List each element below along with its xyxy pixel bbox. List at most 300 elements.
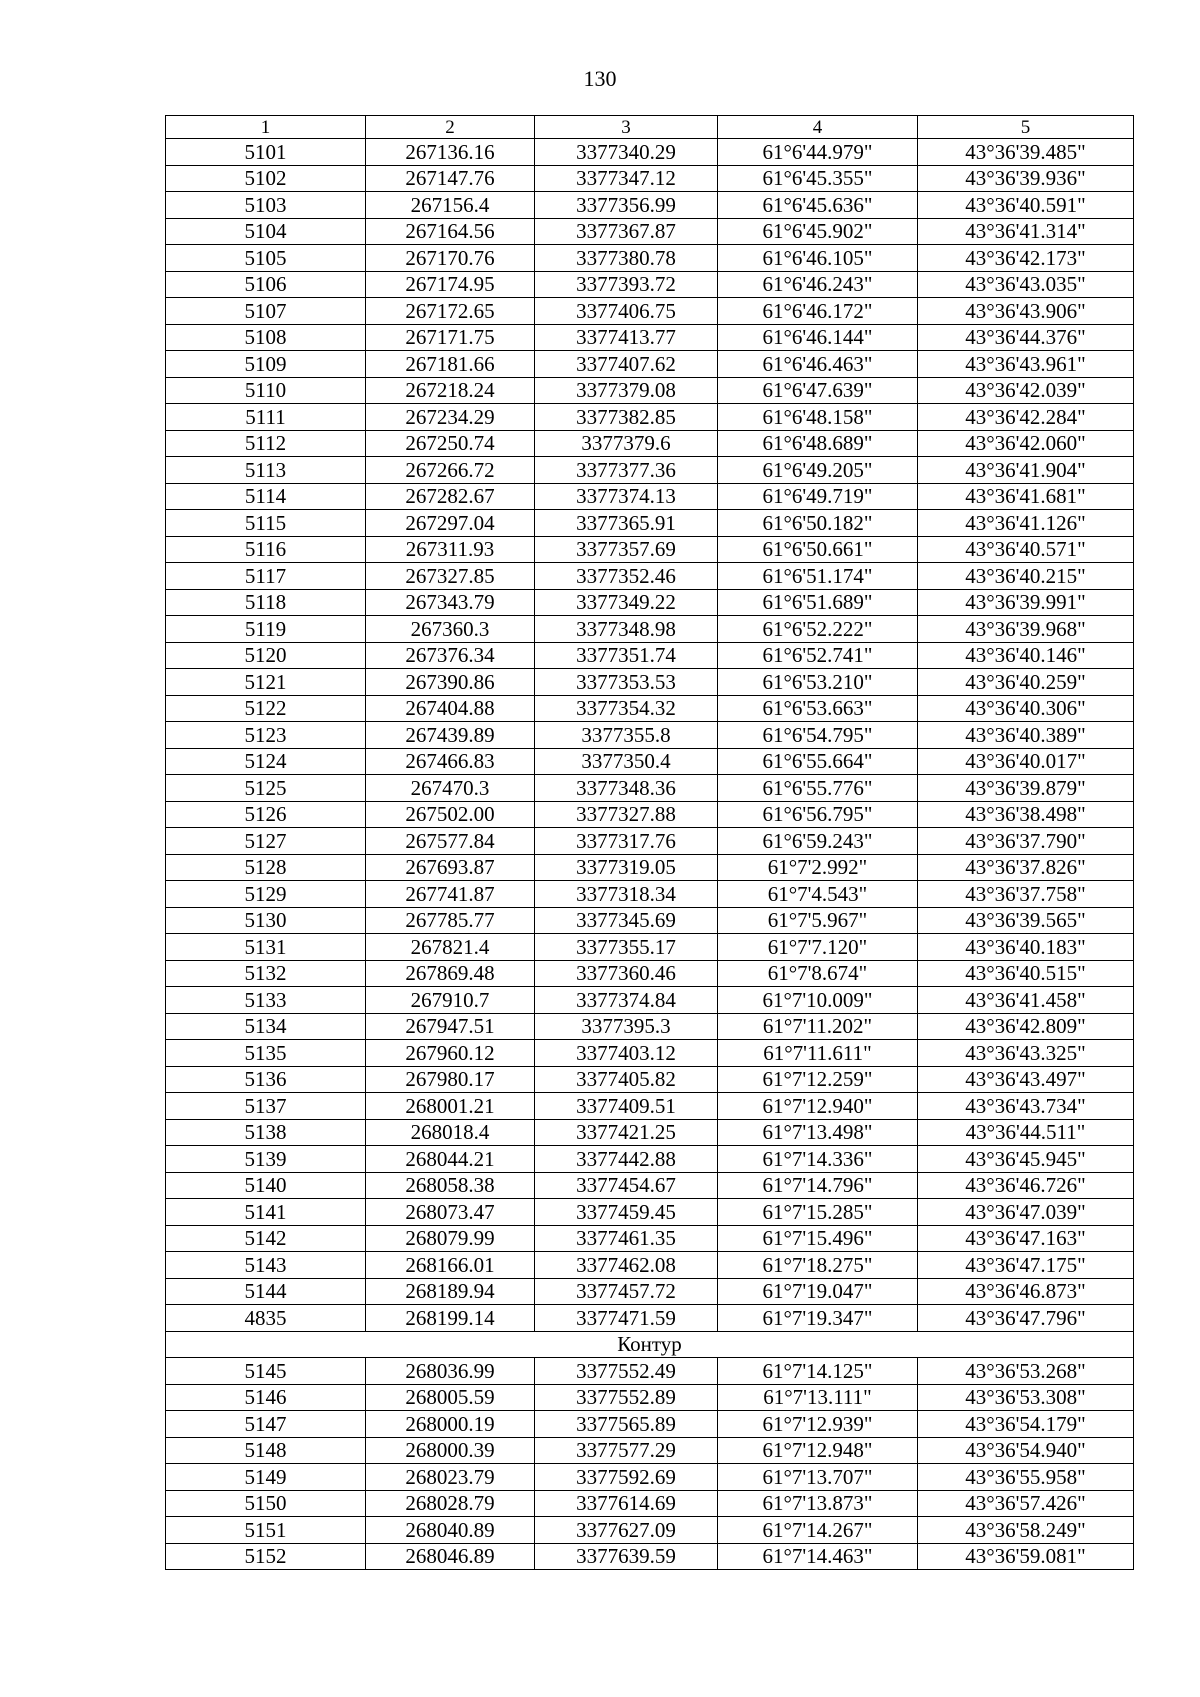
table-cell: 43°36'39.968" bbox=[918, 616, 1134, 643]
table-cell: 5125 bbox=[166, 775, 366, 802]
table-row bbox=[166, 218, 1134, 245]
table-cell: 5104 bbox=[166, 218, 366, 245]
table-row bbox=[166, 377, 1134, 404]
table-cell: 43°36'44.376" bbox=[918, 324, 1134, 351]
table-cell: 5148 bbox=[166, 1437, 366, 1464]
table-cell: 43°36'43.497" bbox=[918, 1066, 1134, 1093]
table-cell: 43°36'40.017" bbox=[918, 748, 1134, 775]
table-cell: 61°6'46.463" bbox=[718, 351, 918, 378]
table-cell: 3377348.36 bbox=[535, 775, 718, 802]
table-header-row bbox=[166, 116, 1134, 139]
table-cell: 5110 bbox=[166, 377, 366, 404]
table-cell: 5145 bbox=[166, 1358, 366, 1385]
table-cell: 268000.19 bbox=[366, 1411, 535, 1438]
table-cell: 268166.01 bbox=[366, 1252, 535, 1279]
table-row bbox=[166, 563, 1134, 590]
table-row bbox=[166, 510, 1134, 537]
table-cell: 43°36'40.306" bbox=[918, 695, 1134, 722]
column-header: 2 bbox=[366, 116, 535, 139]
table-cell: 3377353.53 bbox=[535, 669, 718, 696]
table-row bbox=[166, 1225, 1134, 1252]
table-row bbox=[166, 589, 1134, 616]
table-cell: 5111 bbox=[166, 404, 366, 431]
table-cell: 5140 bbox=[166, 1172, 366, 1199]
table-cell: 43°36'40.259" bbox=[918, 669, 1134, 696]
table-row bbox=[166, 1066, 1134, 1093]
table-cell: 61°7'14.267" bbox=[718, 1517, 918, 1544]
table-cell: 43°36'55.958" bbox=[918, 1464, 1134, 1491]
table-cell: 61°7'15.285" bbox=[718, 1199, 918, 1226]
table-cell: 61°6'48.158" bbox=[718, 404, 918, 431]
table-cell: 43°36'43.325" bbox=[918, 1040, 1134, 1067]
table-cell: 5143 bbox=[166, 1252, 366, 1279]
table-cell: 5109 bbox=[166, 351, 366, 378]
table-cell: 43°36'43.734" bbox=[918, 1093, 1134, 1120]
coordinates-table bbox=[165, 115, 1134, 1570]
section-label: Контур bbox=[166, 1331, 1134, 1358]
table-cell: 43°36'42.284" bbox=[918, 404, 1134, 431]
table-cell: 43°36'54.940" bbox=[918, 1437, 1134, 1464]
table-body bbox=[166, 139, 1134, 1570]
table-row bbox=[166, 1437, 1134, 1464]
table-cell: 267741.87 bbox=[366, 881, 535, 908]
table-cell: 3377403.12 bbox=[535, 1040, 718, 1067]
table-cell: 61°7'12.948" bbox=[718, 1437, 918, 1464]
table-row bbox=[166, 616, 1134, 643]
column-header: 5 bbox=[918, 116, 1134, 139]
table-cell: 267343.79 bbox=[366, 589, 535, 616]
table-cell: 3377317.76 bbox=[535, 828, 718, 855]
table-cell: 3377347.12 bbox=[535, 165, 718, 192]
table-cell: 43°36'58.249" bbox=[918, 1517, 1134, 1544]
table-cell: 61°7'4.543" bbox=[718, 881, 918, 908]
table-row bbox=[166, 1093, 1134, 1120]
table-cell: 267147.76 bbox=[366, 165, 535, 192]
table-row bbox=[166, 457, 1134, 484]
table-cell: 5151 bbox=[166, 1517, 366, 1544]
table-cell: 3377318.34 bbox=[535, 881, 718, 908]
table-cell: 43°36'41.126" bbox=[918, 510, 1134, 537]
table-cell: 267174.95 bbox=[366, 271, 535, 298]
table-row bbox=[166, 907, 1134, 934]
table-cell: 267218.24 bbox=[366, 377, 535, 404]
table-cell: 267250.74 bbox=[366, 430, 535, 457]
table-cell: 61°7'11.611" bbox=[718, 1040, 918, 1067]
table-cell: 3377367.87 bbox=[535, 218, 718, 245]
table-cell: 43°36'47.175" bbox=[918, 1252, 1134, 1279]
table-cell: 267282.67 bbox=[366, 483, 535, 510]
table-cell: 267311.93 bbox=[366, 536, 535, 563]
table-cell: 43°36'57.426" bbox=[918, 1490, 1134, 1517]
column-header: 4 bbox=[718, 116, 918, 139]
table-cell: 61°6'51.689" bbox=[718, 589, 918, 616]
table-row bbox=[166, 139, 1134, 166]
table-cell: 267960.12 bbox=[366, 1040, 535, 1067]
table-cell: 61°7'13.707" bbox=[718, 1464, 918, 1491]
table-cell: 268023.79 bbox=[366, 1464, 535, 1491]
table-cell: 268001.21 bbox=[366, 1093, 535, 1120]
table-cell: 268036.99 bbox=[366, 1358, 535, 1385]
table-cell: 268046.89 bbox=[366, 1543, 535, 1570]
table-cell: 3377395.3 bbox=[535, 1013, 718, 1040]
section-row bbox=[166, 1331, 1134, 1358]
table-row bbox=[166, 1119, 1134, 1146]
table-cell: 5149 bbox=[166, 1464, 366, 1491]
table-row bbox=[166, 536, 1134, 563]
table-cell: 3377357.69 bbox=[535, 536, 718, 563]
table-cell: 43°36'42.039" bbox=[918, 377, 1134, 404]
table-cell: 3377627.09 bbox=[535, 1517, 718, 1544]
table-cell: 3377413.77 bbox=[535, 324, 718, 351]
table-cell: 61°6'50.182" bbox=[718, 510, 918, 537]
table-cell: 61°6'55.776" bbox=[718, 775, 918, 802]
table-cell: 267390.86 bbox=[366, 669, 535, 696]
table-cell: 5144 bbox=[166, 1278, 366, 1305]
table-row bbox=[166, 1278, 1134, 1305]
table-cell: 61°7'12.259" bbox=[718, 1066, 918, 1093]
table-row bbox=[166, 828, 1134, 855]
table-cell: 3377355.8 bbox=[535, 722, 718, 749]
table-cell: 3377319.05 bbox=[535, 854, 718, 881]
table-cell: 5129 bbox=[166, 881, 366, 908]
table-cell: 267164.56 bbox=[366, 218, 535, 245]
table-cell: 3377461.35 bbox=[535, 1225, 718, 1252]
table-cell: 5136 bbox=[166, 1066, 366, 1093]
table-row bbox=[166, 1358, 1134, 1385]
table-cell: 3377406.75 bbox=[535, 298, 718, 325]
table-row bbox=[166, 245, 1134, 272]
table-cell: 5107 bbox=[166, 298, 366, 325]
table-cell: 3377377.36 bbox=[535, 457, 718, 484]
table-cell: 43°36'40.215" bbox=[918, 563, 1134, 590]
table-cell: 5150 bbox=[166, 1490, 366, 1517]
table-cell: 5142 bbox=[166, 1225, 366, 1252]
table-cell: 5134 bbox=[166, 1013, 366, 1040]
table-row bbox=[166, 1199, 1134, 1226]
table-cell: 267360.3 bbox=[366, 616, 535, 643]
table-cell: 61°7'15.496" bbox=[718, 1225, 918, 1252]
table-cell: 267170.76 bbox=[366, 245, 535, 272]
table-cell: 43°36'40.146" bbox=[918, 642, 1134, 669]
table-cell: 43°36'40.571" bbox=[918, 536, 1134, 563]
table-cell: 5108 bbox=[166, 324, 366, 351]
table-cell: 5137 bbox=[166, 1093, 366, 1120]
table-cell: 43°36'39.565" bbox=[918, 907, 1134, 934]
table-row bbox=[166, 1172, 1134, 1199]
table-cell: 267439.89 bbox=[366, 722, 535, 749]
table-cell: 61°6'48.689" bbox=[718, 430, 918, 457]
table-cell: 267577.84 bbox=[366, 828, 535, 855]
table-cell: 267181.66 bbox=[366, 351, 535, 378]
table-cell: 43°36'53.308" bbox=[918, 1384, 1134, 1411]
table-cell: 43°36'40.515" bbox=[918, 960, 1134, 987]
table-cell: 267470.3 bbox=[366, 775, 535, 802]
table-cell: 61°6'45.355" bbox=[718, 165, 918, 192]
table-cell: 61°7'14.125" bbox=[718, 1358, 918, 1385]
table-row bbox=[166, 1252, 1134, 1279]
table-cell: 3377351.74 bbox=[535, 642, 718, 669]
table-cell: 5117 bbox=[166, 563, 366, 590]
table-cell: 61°7'18.275" bbox=[718, 1252, 918, 1279]
table-cell: 267404.88 bbox=[366, 695, 535, 722]
table-cell: 5146 bbox=[166, 1384, 366, 1411]
table-cell: 61°6'56.795" bbox=[718, 801, 918, 828]
table-cell: 3377639.59 bbox=[535, 1543, 718, 1570]
table-cell: 3377552.49 bbox=[535, 1358, 718, 1385]
table-cell: 43°36'44.511" bbox=[918, 1119, 1134, 1146]
table-cell: 5123 bbox=[166, 722, 366, 749]
table-cell: 3377592.69 bbox=[535, 1464, 718, 1491]
table-cell: 268018.4 bbox=[366, 1119, 535, 1146]
table-cell: 61°6'53.210" bbox=[718, 669, 918, 696]
table-cell: 43°36'40.389" bbox=[918, 722, 1134, 749]
table-cell: 43°36'47.163" bbox=[918, 1225, 1134, 1252]
table-cell: 5102 bbox=[166, 165, 366, 192]
table-cell: 267266.72 bbox=[366, 457, 535, 484]
table-cell: 5105 bbox=[166, 245, 366, 272]
table-cell: 268189.94 bbox=[366, 1278, 535, 1305]
table-cell: 43°36'46.726" bbox=[918, 1172, 1134, 1199]
table-cell: 3377471.59 bbox=[535, 1305, 718, 1332]
table-cell: 3377393.72 bbox=[535, 271, 718, 298]
table-cell: 61°6'52.741" bbox=[718, 642, 918, 669]
table-cell: 3377457.72 bbox=[535, 1278, 718, 1305]
table-row bbox=[166, 934, 1134, 961]
table-cell: 268079.99 bbox=[366, 1225, 535, 1252]
column-header: 3 bbox=[535, 116, 718, 139]
table-cell: 5128 bbox=[166, 854, 366, 881]
table-cell: 3377442.88 bbox=[535, 1146, 718, 1173]
table-cell: 43°36'59.081" bbox=[918, 1543, 1134, 1570]
table-cell: 43°36'41.314" bbox=[918, 218, 1134, 245]
table-row bbox=[166, 642, 1134, 669]
table-cell: 43°36'37.758" bbox=[918, 881, 1134, 908]
table-cell: 5152 bbox=[166, 1543, 366, 1570]
table-cell: 61°6'45.636" bbox=[718, 192, 918, 219]
table-cell: 5120 bbox=[166, 642, 366, 669]
table-cell: 5138 bbox=[166, 1119, 366, 1146]
table-cell: 3377350.4 bbox=[535, 748, 718, 775]
table-row bbox=[166, 1464, 1134, 1491]
table-cell: 43°36'43.035" bbox=[918, 271, 1134, 298]
table-cell: 61°7'13.498" bbox=[718, 1119, 918, 1146]
table-cell: 61°6'55.664" bbox=[718, 748, 918, 775]
table-cell: 5147 bbox=[166, 1411, 366, 1438]
table-cell: 43°36'42.173" bbox=[918, 245, 1134, 272]
table-cell: 43°36'47.039" bbox=[918, 1199, 1134, 1226]
table-cell: 267785.77 bbox=[366, 907, 535, 934]
table-cell: 267980.17 bbox=[366, 1066, 535, 1093]
table-row bbox=[166, 351, 1134, 378]
table-cell: 61°6'51.174" bbox=[718, 563, 918, 590]
table-row bbox=[166, 483, 1134, 510]
table-cell: 268005.59 bbox=[366, 1384, 535, 1411]
table-cell: 3377374.13 bbox=[535, 483, 718, 510]
table-cell: 61°6'54.795" bbox=[718, 722, 918, 749]
table-cell: 43°36'41.681" bbox=[918, 483, 1134, 510]
table-cell: 61°6'46.144" bbox=[718, 324, 918, 351]
table-cell: 5113 bbox=[166, 457, 366, 484]
table-row bbox=[166, 775, 1134, 802]
table-cell: 61°6'52.222" bbox=[718, 616, 918, 643]
table-cell: 3377345.69 bbox=[535, 907, 718, 934]
table-cell: 43°36'46.873" bbox=[918, 1278, 1134, 1305]
table-cell: 3377382.85 bbox=[535, 404, 718, 431]
table-cell: 268073.47 bbox=[366, 1199, 535, 1226]
table-cell: 5130 bbox=[166, 907, 366, 934]
table-cell: 3377614.69 bbox=[535, 1490, 718, 1517]
table-row bbox=[166, 1384, 1134, 1411]
table-cell: 61°7'10.009" bbox=[718, 987, 918, 1014]
table-cell: 61°7'19.047" bbox=[718, 1278, 918, 1305]
table-cell: 61°7'12.939" bbox=[718, 1411, 918, 1438]
table-row bbox=[166, 1305, 1134, 1332]
table-cell: 5132 bbox=[166, 960, 366, 987]
table-cell: 267947.51 bbox=[366, 1013, 535, 1040]
table-cell: 5119 bbox=[166, 616, 366, 643]
table-cell: 43°36'37.826" bbox=[918, 854, 1134, 881]
table-cell: 268028.79 bbox=[366, 1490, 535, 1517]
table-cell: 43°36'38.498" bbox=[918, 801, 1134, 828]
table-row bbox=[166, 271, 1134, 298]
table-cell: 5118 bbox=[166, 589, 366, 616]
table-row bbox=[166, 404, 1134, 431]
table-cell: 61°7'14.336" bbox=[718, 1146, 918, 1173]
table-cell: 3377354.32 bbox=[535, 695, 718, 722]
table-cell: 3377365.91 bbox=[535, 510, 718, 537]
table-cell: 43°36'39.879" bbox=[918, 775, 1134, 802]
table-cell: 43°36'37.790" bbox=[918, 828, 1134, 855]
table-cell: 5135 bbox=[166, 1040, 366, 1067]
table-cell: 5122 bbox=[166, 695, 366, 722]
table-cell: 3377356.99 bbox=[535, 192, 718, 219]
table-cell: 3377374.84 bbox=[535, 987, 718, 1014]
page-number: 130 bbox=[583, 66, 617, 91]
table-cell: 43°36'39.936" bbox=[918, 165, 1134, 192]
table-row bbox=[166, 1411, 1134, 1438]
table-cell: 268000.39 bbox=[366, 1437, 535, 1464]
table-cell: 3377454.67 bbox=[535, 1172, 718, 1199]
table-cell: 3377360.46 bbox=[535, 960, 718, 987]
table-cell: 5124 bbox=[166, 748, 366, 775]
table-row bbox=[166, 801, 1134, 828]
table-cell: 61°6'49.205" bbox=[718, 457, 918, 484]
table-cell: 61°7'8.674" bbox=[718, 960, 918, 987]
table-cell: 61°6'46.243" bbox=[718, 271, 918, 298]
table-cell: 3377379.08 bbox=[535, 377, 718, 404]
table-cell: 43°36'40.183" bbox=[918, 934, 1134, 961]
table-cell: 3377459.45 bbox=[535, 1199, 718, 1226]
table-cell: 3377421.25 bbox=[535, 1119, 718, 1146]
table-cell: 61°6'53.663" bbox=[718, 695, 918, 722]
table-cell: 43°36'39.485" bbox=[918, 139, 1134, 166]
table-cell: 3377409.51 bbox=[535, 1093, 718, 1120]
table-row bbox=[166, 987, 1134, 1014]
table-row bbox=[166, 324, 1134, 351]
table-cell: 61°6'46.105" bbox=[718, 245, 918, 272]
table-cell: 3377380.78 bbox=[535, 245, 718, 272]
table-cell: 3377462.08 bbox=[535, 1252, 718, 1279]
table-cell: 267821.4 bbox=[366, 934, 535, 961]
table-cell: 61°7'11.202" bbox=[718, 1013, 918, 1040]
table-cell: 3377340.29 bbox=[535, 139, 718, 166]
table-row bbox=[166, 854, 1134, 881]
table-cell: 267466.83 bbox=[366, 748, 535, 775]
table-cell: 3377577.29 bbox=[535, 1437, 718, 1464]
table-cell: 61°6'47.639" bbox=[718, 377, 918, 404]
table-row bbox=[166, 960, 1134, 987]
table-row bbox=[166, 1040, 1134, 1067]
table-row bbox=[166, 1490, 1134, 1517]
table-row bbox=[166, 165, 1134, 192]
table-cell: 61°7'13.873" bbox=[718, 1490, 918, 1517]
table-cell: 5112 bbox=[166, 430, 366, 457]
table-cell: 267869.48 bbox=[366, 960, 535, 987]
table-cell: 43°36'53.268" bbox=[918, 1358, 1134, 1385]
table-cell: 43°36'47.796" bbox=[918, 1305, 1134, 1332]
table-cell: 43°36'43.906" bbox=[918, 298, 1134, 325]
table-row bbox=[166, 1146, 1134, 1173]
table-cell: 3377379.6 bbox=[535, 430, 718, 457]
table-cell: 43°36'42.060" bbox=[918, 430, 1134, 457]
table-cell: 5106 bbox=[166, 271, 366, 298]
table-cell: 268058.38 bbox=[366, 1172, 535, 1199]
table-cell: 43°36'41.904" bbox=[918, 457, 1134, 484]
table-cell: 61°6'44.979" bbox=[718, 139, 918, 166]
table-cell: 43°36'39.991" bbox=[918, 589, 1134, 616]
table-cell: 5116 bbox=[166, 536, 366, 563]
table-cell: 267171.75 bbox=[366, 324, 535, 351]
table-cell: 268040.89 bbox=[366, 1517, 535, 1544]
table-cell: 5121 bbox=[166, 669, 366, 696]
table-cell: 267502.00 bbox=[366, 801, 535, 828]
table-cell: 5139 bbox=[166, 1146, 366, 1173]
table-cell: 268199.14 bbox=[366, 1305, 535, 1332]
table-row bbox=[166, 669, 1134, 696]
table-cell: 267910.7 bbox=[366, 987, 535, 1014]
table-row bbox=[166, 430, 1134, 457]
table-cell: 267136.16 bbox=[366, 139, 535, 166]
table-row bbox=[166, 1517, 1134, 1544]
table-cell: 61°7'14.463" bbox=[718, 1543, 918, 1570]
table-cell: 5101 bbox=[166, 139, 366, 166]
table-row bbox=[166, 1013, 1134, 1040]
table-cell: 61°7'2.992" bbox=[718, 854, 918, 881]
table-cell: 267156.4 bbox=[366, 192, 535, 219]
table-row bbox=[166, 722, 1134, 749]
table-cell: 43°36'43.961" bbox=[918, 351, 1134, 378]
table-cell: 5126 bbox=[166, 801, 366, 828]
table-row bbox=[166, 748, 1134, 775]
table-cell: 5131 bbox=[166, 934, 366, 961]
table-cell: 61°7'14.796" bbox=[718, 1172, 918, 1199]
table-cell: 61°6'46.172" bbox=[718, 298, 918, 325]
table-cell: 43°36'42.809" bbox=[918, 1013, 1134, 1040]
table-cell: 268044.21 bbox=[366, 1146, 535, 1173]
table-cell: 5115 bbox=[166, 510, 366, 537]
table-cell: 267234.29 bbox=[366, 404, 535, 431]
table-cell: 267327.85 bbox=[366, 563, 535, 590]
table-row bbox=[166, 695, 1134, 722]
table-cell: 5127 bbox=[166, 828, 366, 855]
table-cell: 3377355.17 bbox=[535, 934, 718, 961]
table-row bbox=[166, 881, 1134, 908]
table-row bbox=[166, 192, 1134, 219]
table-cell: 3377327.88 bbox=[535, 801, 718, 828]
table-cell: 61°7'19.347" bbox=[718, 1305, 918, 1332]
table-row bbox=[166, 1543, 1134, 1570]
table-cell: 5133 bbox=[166, 987, 366, 1014]
